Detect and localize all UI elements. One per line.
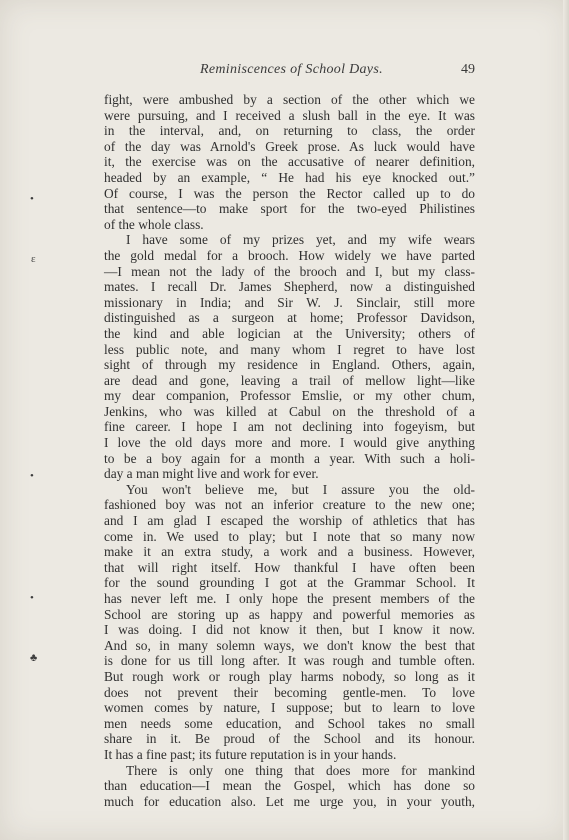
text-line: less public note, and many whom I regret to have lost <box>104 341 475 357</box>
text-line: And so, in many solemn ways, we don't know the best that <box>104 637 475 653</box>
text-line: fine career. I hope I am not declining into fogeyism, but <box>104 419 475 435</box>
text-line: sight of through my residence in England. Others, again, <box>104 357 475 373</box>
text-line: is done for us till long after. It was rough and tumble often. <box>104 653 475 669</box>
text-line: fashioned boy was not an inferior creature to the new one; <box>104 497 475 513</box>
text-line: mates. I recall Dr. James Shepherd, now a distinguished <box>104 279 475 295</box>
text-line: day a man might live and work for ever. <box>104 466 319 482</box>
text-line: It has a fine past; its future reputation is in your hands. <box>104 746 397 762</box>
text-line: has never left me. I only hope the present members of the <box>104 591 475 606</box>
text-line: School are storing up as happy and powerful memories as <box>104 606 475 622</box>
paragraph-first-line: I have some of my prizes yet, and my wife wears <box>126 232 475 248</box>
text-line: missionary in India; and Sir W. J. Sinclair, still more <box>104 294 475 310</box>
text-line: are dead and gone, leaving a trail of mellow light—like <box>104 372 475 388</box>
text-line: women comes by nature, I suppose; but to learn to love <box>104 700 475 716</box>
text-line: in the interval, and, on returning to class, the order <box>104 123 475 139</box>
text-line: Jenkins, who was killed at Cabul on the threshold of a <box>104 403 475 419</box>
text-line: make it an extra study, a work and a business. However, <box>104 544 475 560</box>
margin-mark: ɛ <box>31 253 36 265</box>
text-line: and I am glad I escaped the worship of athletics that has <box>104 513 475 529</box>
text-line: that will right itself. How thankful I have often been <box>104 559 475 575</box>
margin-mark: ♣ <box>30 652 38 664</box>
text-line: headed by an example, “ He had his eye knocked out.” <box>104 169 475 185</box>
text-line: the kind and able logician at the University; others of <box>104 325 475 341</box>
paragraph-first-line: There is only one thing that does more for mankind <box>126 762 475 778</box>
body-text <box>104 92 475 809</box>
text-line: for the sound grounding I got at the Grammar School. It <box>104 575 475 591</box>
text-line: of the day was Arnold's Greek prose. As luck would have <box>104 138 475 154</box>
text-line: to be a boy again for a month a year. With such a holi- <box>104 450 475 466</box>
text-line: my dear companion, Professor Emslie, or my other chum, <box>104 388 475 404</box>
text-line: share in it. Be proud of the School and its honour. <box>104 731 475 747</box>
text-line: were pursuing, and I received a slush ball in the eye. It was <box>104 107 475 123</box>
text-line: But rough work or rough play harms nobody, so long as it <box>104 668 475 684</box>
page-number: 49 <box>461 62 475 77</box>
margin-mark: • <box>30 470 34 482</box>
text-line: than education—I mean the Gospel, which has done so <box>104 778 475 794</box>
text-line: come in. We used to play; but I note that so many now <box>104 528 475 544</box>
text-line: the gold medal for a brooch. How widely we have parted <box>104 247 475 263</box>
text-line: does not prevent their becoming gentle-men. To love <box>104 684 475 700</box>
margin-mark: • <box>30 592 34 604</box>
running-title: Reminiscences of School Days. <box>200 62 383 77</box>
text-line: of the whole class. <box>104 216 204 232</box>
text-line: it, the exercise was on the accusative of nearer definition, <box>104 154 475 170</box>
text-line: that sentence—to make sport for the two-eyed Philistines <box>104 201 475 217</box>
paragraph-first-line: You won't believe me, but I assure you the old- <box>126 481 475 497</box>
page-edge-shadow <box>563 0 569 840</box>
text-line: much for education also. Let me urge you, in your youth, <box>104 793 475 809</box>
text-line: I love the old days more and more. I would give anything <box>104 435 475 451</box>
text-line: men needs some education, and School takes no small <box>104 715 475 731</box>
page-header <box>104 62 475 80</box>
text-line: fight, were ambushed by a section of the other which we <box>104 92 475 107</box>
text-line: I was doing. I did not know it then, but I know it now. <box>104 622 475 638</box>
text-line: distinguished as a surgeon at home; Professor Davidson, <box>104 310 475 326</box>
text-line: —I mean not the lady of the brooch and I, but my class- <box>104 263 475 279</box>
text-line: Of course, I was the person the Rector called up to do <box>104 185 475 201</box>
margin-mark: • <box>30 193 34 205</box>
